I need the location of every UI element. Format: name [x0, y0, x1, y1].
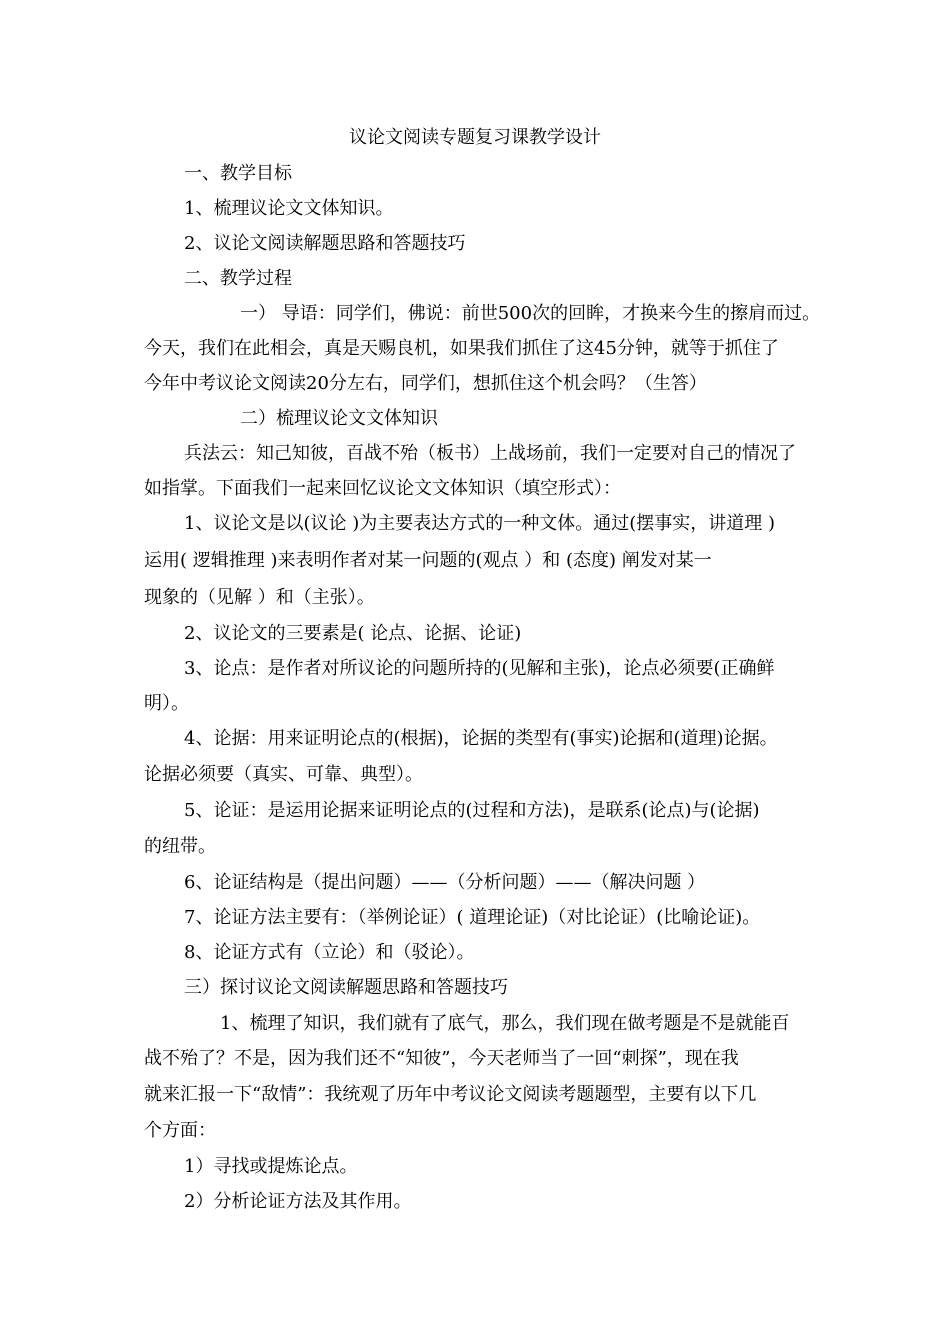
paragraph-line: 明）。 [144, 693, 189, 714]
paragraph-line: 今天，我们在此相会，真是天赐良机，如果我们抓住了这45分钟，就等于抓住了 [144, 338, 779, 359]
paragraph-line: 8、论证方式有（立论）和（驳论）。 [184, 942, 475, 963]
paragraph-line: 1）寻找或提炼论点。 [184, 1156, 358, 1177]
paragraph-line: 的纽带。 [144, 836, 216, 857]
paragraph-line: 2、议论文阅读解题思路和答题技巧 [184, 233, 466, 254]
paragraph-line: 兵法云：知己知彼，百战不殆（板书）上战场前，我们一定要对自己的情况了 [184, 443, 796, 464]
paragraph-line: 二、教学过程 [184, 268, 292, 289]
paragraph-line: 6、论证结构是（提出问题）——（分析问题）——（解决问题 ） [184, 872, 706, 893]
paragraph-line: 三）探讨议论文阅读解题思路和答题技巧 [184, 977, 508, 998]
paragraph-line: 5、论证：是运用论据来证明论点的(过程和方法)，是联系(论点)与(论据) [184, 800, 760, 821]
paragraph-line: 今年中考议论文阅读20分左右，同学们，想抓住这个机会吗？（生答） [144, 373, 707, 394]
paragraph-line: 论据必须要（真实、可靠、典型）。 [144, 764, 423, 785]
paragraph-line: 现象的（见解 ）和（主张）。 [144, 587, 375, 608]
paragraph-line: 运用( 逻辑推理 )来表明作者对某一问题的(观点 ）和 (态度) 阐发对某一 [144, 550, 712, 571]
paragraph-line: 一） 导语：同学们，佛说：前世500次的回眸，才换来今生的擦肩而过。 [240, 303, 821, 324]
paragraph-line: 2、议论文的三要素是( 论点、论据、论证) [184, 623, 522, 644]
paragraph-line: 战不殆了？不是，因为我们还不“知彼”，今天老师当了一回“刺探”，现在我 [144, 1048, 739, 1069]
paragraph-line: 1、议论文是以(议论 )为主要表达方式的一种文体。通过(摆事实，讲道理 ) [184, 513, 775, 534]
document-title: 议论文阅读专题复习课教学设计 [349, 127, 601, 148]
paragraph-line: 1、梳理了知识，我们就有了底气，那么，我们现在做考题是不是就能百 [220, 1013, 790, 1034]
paragraph-line: 如指掌。下面我们一起来回忆议论文文体知识（填空形式）： [144, 478, 621, 499]
paragraph-line: 3、论点：是作者对所议论的问题所持的(见解和主张)，论点必须要(正确鲜 [184, 658, 775, 679]
paragraph-line: 就来汇报一下“敌情”：我统观了历年中考议论文阅读考题题型，主要有以下几 [144, 1084, 757, 1105]
paragraph-line: 2）分析论证方法及其作用。 [184, 1191, 412, 1212]
paragraph-line: 个方面： [144, 1120, 216, 1141]
paragraph-line: 二）梳理议论文文体知识 [240, 408, 438, 429]
paragraph-line: 7、论证方法主要有：（举例论证）( 道理论证)（对比论证）(比喻论证)。 [184, 907, 761, 928]
paragraph-line: 4、论据：用来证明论点的(根据)，论据的类型有(事实)论据和(道理)论据。 [184, 728, 778, 749]
paragraph-line: 1、梳理议论文文体知识。 [184, 198, 394, 219]
paragraph-line: 一、教学目标 [184, 163, 292, 184]
